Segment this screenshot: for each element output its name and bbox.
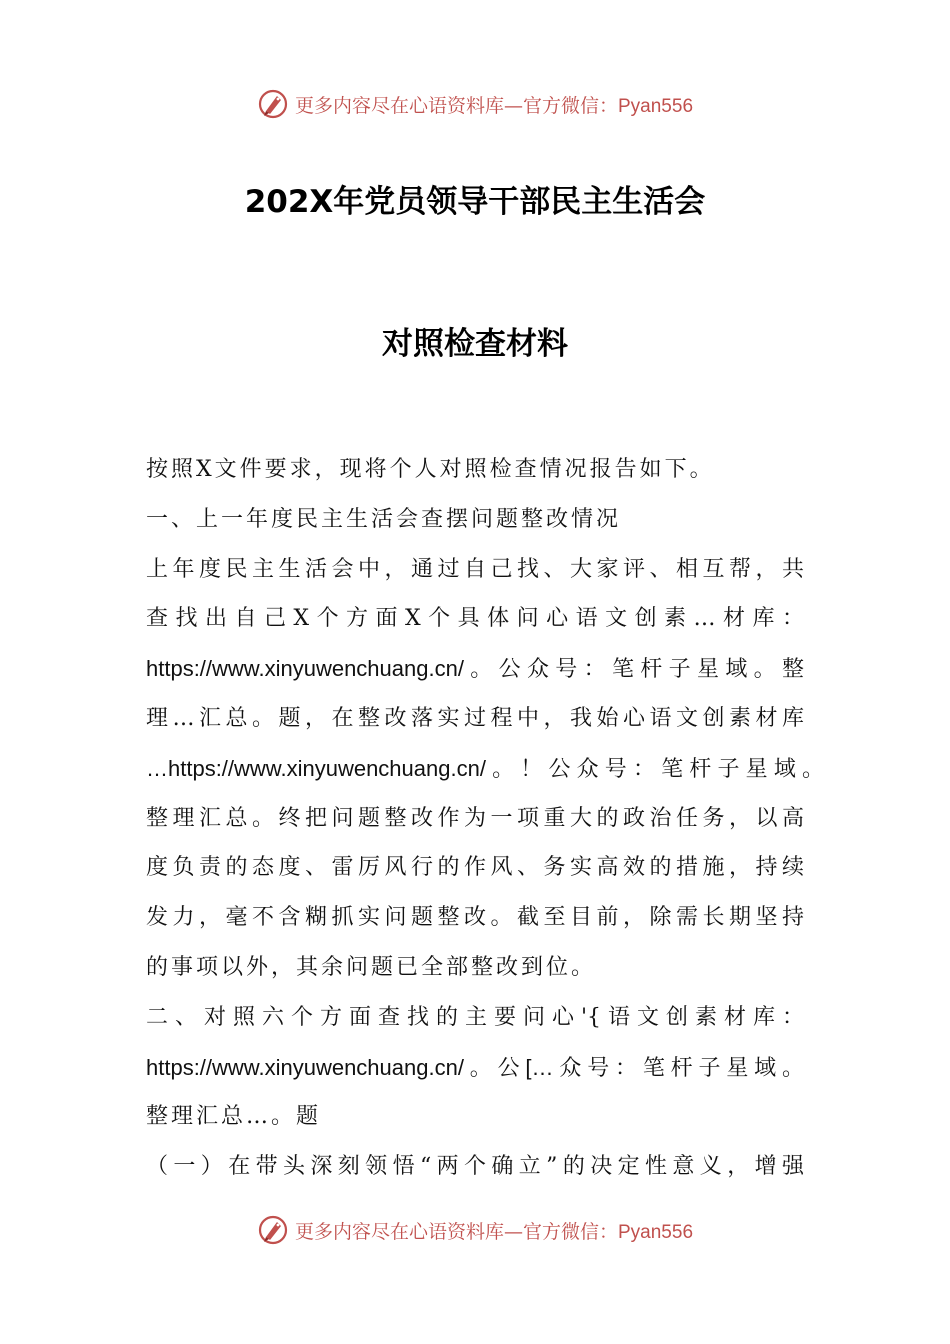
document-body <box>146 445 826 1192</box>
body-line: 一、上一年度民主生活会查摆问题整改情况 <box>146 506 622 532</box>
body-line: 整理汇总…。题 <box>146 1104 322 1130</box>
body-line: 理…汇总。题，在整改落实过程中，我始心语文创素材库 <box>146 705 804 731</box>
body-line: https://www.xinyuwenchuang.cn/。公[…众号：笔杆子星域。 <box>146 1054 804 1080</box>
pen-nib-logo-icon <box>257 1214 289 1246</box>
body-line: （一）在带头深刻领悟“两个确立”的决定性意义，增强 <box>146 1154 804 1180</box>
pen-nib-logo-icon <box>257 88 289 120</box>
document-title: 202X年党员领导干部民主生活会 <box>244 184 706 220</box>
body-line: 整理汇总。终把问题整改作为一项重大的政治任务，以高 <box>146 805 804 831</box>
body-line: 查找出自己X个方面X个具体问心语文创素…材库： <box>146 606 804 632</box>
banner-text: 更多内容尽在心语资料库—官方微信：Pyan556 <box>294 94 694 117</box>
body-line: 二、对照六个方面查找的主要问心'{语文创素材库： <box>146 1004 804 1030</box>
document-subtitle: 对照检查材料 <box>382 326 568 362</box>
body-line: 度负责的态度、雷厉风行的作风、务实高效的措施，持续 <box>146 855 804 881</box>
banner-text: 更多内容尽在心语资料库—官方微信：Pyan556 <box>294 1220 694 1243</box>
body-line: 发力，毫不含糊抓实问题整改。截至目前，除需长期坚持 <box>146 905 804 931</box>
wechat-id: Pyan556 <box>618 1221 694 1243</box>
body-line: 的事项以外，其余问题已全部整改到位。 <box>146 954 597 980</box>
wechat-id: Pyan556 <box>618 95 694 117</box>
footer-banner <box>0 1210 950 1250</box>
body-line: https://www.xinyuwenchuang.cn/。公众号：笔杆子星域。整 <box>146 656 804 682</box>
header-banner <box>0 84 950 124</box>
body-line: 上年度民主生活会中，通过自己找、大家评、相互帮，共 <box>146 556 804 582</box>
body-line: 按照X文件要求，现将个人对照检查情况报告如下。 <box>146 457 715 482</box>
body-line: …https://www.xinyuwenchuang.cn/。！公众号：笔杆子星域。 <box>146 755 824 781</box>
